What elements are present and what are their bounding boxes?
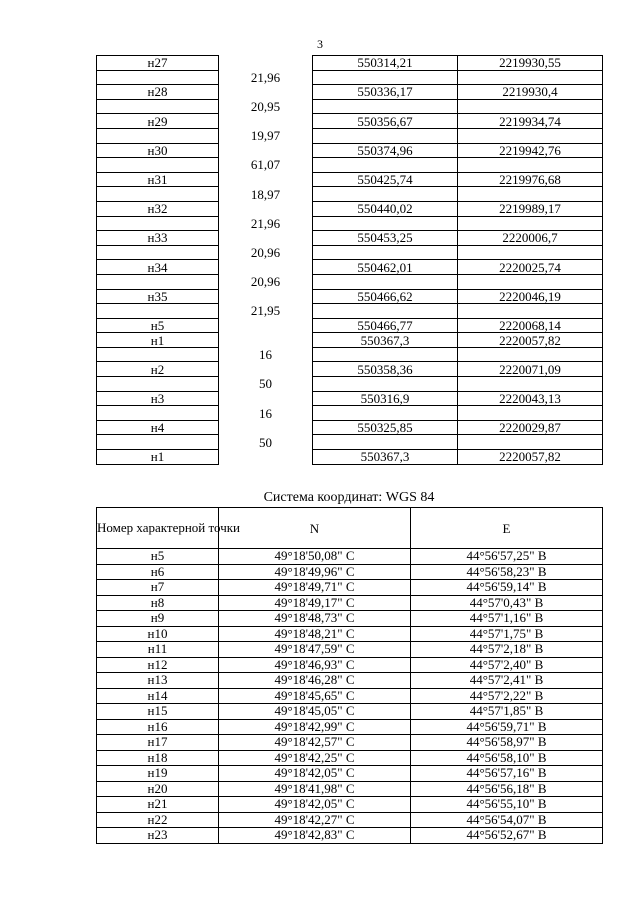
coord-n-cell: 550358,36 <box>313 362 458 377</box>
table-row <box>97 626 603 642</box>
longitude-cell: 44°56'58,97" В <box>411 735 603 751</box>
latitude-cell: 49°18'45,05" С <box>219 704 411 720</box>
coord-n-cell: 550466,62 <box>313 289 458 304</box>
point-name-cell: н1 <box>97 333 219 348</box>
header-point-number: Номер характерной точки <box>97 508 219 549</box>
point-name-cell: н4 <box>97 420 219 435</box>
point-name-cell: н32 <box>97 201 219 216</box>
coordinates-table-msk <box>96 55 603 465</box>
distance-row <box>97 216 603 231</box>
distance-cell-empty <box>219 201 313 216</box>
longitude-cell: 44°57'0,43" В <box>411 595 603 611</box>
empty-cell <box>458 304 603 319</box>
longitude-cell: 44°57'1,85" В <box>411 704 603 720</box>
point-name-cell: н1 <box>97 450 219 465</box>
latitude-cell: 49°18'46,93" С <box>219 657 411 673</box>
distance-cell-empty <box>219 420 313 435</box>
coord-n-cell: 550367,3 <box>313 450 458 465</box>
table-row <box>97 673 603 689</box>
latitude-cell: 49°18'42,57" С <box>219 735 411 751</box>
coord-n-cell: 550425,74 <box>313 172 458 187</box>
coord-e-cell: 2219989,17 <box>458 201 603 216</box>
empty-cell <box>97 70 219 85</box>
latitude-cell: 49°18'42,05" С <box>219 797 411 813</box>
coord-e-cell: 2219976,68 <box>458 172 603 187</box>
coord-n-cell: 550325,85 <box>313 420 458 435</box>
distance-cell: 50 <box>219 377 313 392</box>
distance-row <box>97 128 603 143</box>
empty-cell <box>458 216 603 231</box>
latitude-cell: 49°18'42,05" С <box>219 766 411 782</box>
table-row <box>97 143 603 158</box>
distance-cell-empty <box>219 391 313 406</box>
longitude-cell: 44°57'1,16" В <box>411 611 603 627</box>
table-row <box>97 595 603 611</box>
empty-cell <box>97 128 219 143</box>
table-row <box>97 172 603 187</box>
latitude-cell: 49°18'48,21" С <box>219 626 411 642</box>
distance-cell-empty <box>219 143 313 158</box>
coord-n-cell: 550462,01 <box>313 260 458 275</box>
coord-e-cell: 2219942,76 <box>458 143 603 158</box>
coord-e-cell: 2219930,4 <box>458 85 603 100</box>
table-row <box>97 289 603 304</box>
table-row <box>97 657 603 673</box>
coord-n-cell: 550367,3 <box>313 333 458 348</box>
table-row <box>97 260 603 275</box>
empty-cell <box>458 435 603 450</box>
point-name-cell: н8 <box>97 595 219 611</box>
distance-cell-empty <box>219 260 313 275</box>
point-name-cell: н20 <box>97 781 219 797</box>
table-row <box>97 766 603 782</box>
point-name-cell: н3 <box>97 391 219 406</box>
longitude-cell: 44°57'1,75" В <box>411 626 603 642</box>
table-row <box>97 611 603 627</box>
point-name-cell: н12 <box>97 657 219 673</box>
table-row <box>97 114 603 129</box>
coord-e-cell: 2220029,87 <box>458 420 603 435</box>
empty-cell <box>313 245 458 260</box>
table-row <box>97 333 603 348</box>
table-row <box>97 391 603 406</box>
distance-cell-empty <box>219 231 313 246</box>
empty-cell <box>458 245 603 260</box>
latitude-cell: 49°18'49,96" С <box>219 564 411 580</box>
table-row <box>97 549 603 565</box>
point-name-cell: н17 <box>97 735 219 751</box>
coordinates-table-wgs84 <box>96 507 603 844</box>
header-e: E <box>411 508 603 549</box>
coord-n-cell: 550356,67 <box>313 114 458 129</box>
latitude-cell: 49°18'42,27" С <box>219 812 411 828</box>
page-number: 3 <box>317 37 323 51</box>
longitude-cell: 44°56'58,10" В <box>411 750 603 766</box>
distance-row <box>97 435 603 450</box>
point-name-cell: н5 <box>97 318 219 333</box>
coord-n-cell: 550453,25 <box>313 231 458 246</box>
table-row <box>97 812 603 828</box>
longitude-cell: 44°56'54,07" В <box>411 812 603 828</box>
empty-cell <box>313 406 458 421</box>
coord-n-cell: 550440,02 <box>313 201 458 216</box>
table-row <box>97 362 603 377</box>
distance-cell: 50 <box>219 435 313 450</box>
point-name-cell: н10 <box>97 626 219 642</box>
latitude-cell: 49°18'41,98" С <box>219 781 411 797</box>
latitude-cell: 49°18'48,73" С <box>219 611 411 627</box>
coord-e-cell: 2220068,14 <box>458 318 603 333</box>
distance-row <box>97 158 603 173</box>
table-row <box>97 828 603 844</box>
coord-e-cell: 2220006,7 <box>458 231 603 246</box>
distance-row <box>97 347 603 362</box>
empty-cell <box>458 128 603 143</box>
coord-e-cell: 2219930,55 <box>458 56 603 71</box>
empty-cell <box>458 347 603 362</box>
table-row <box>97 704 603 720</box>
empty-cell <box>458 158 603 173</box>
distance-cell-empty <box>219 289 313 304</box>
distance-cell-empty <box>219 362 313 377</box>
empty-cell <box>97 347 219 362</box>
distance-row <box>97 304 603 319</box>
latitude-cell: 49°18'46,28" С <box>219 673 411 689</box>
latitude-cell: 49°18'42,25" С <box>219 750 411 766</box>
header-n: N <box>219 508 411 549</box>
table-row <box>97 231 603 246</box>
empty-cell <box>313 435 458 450</box>
longitude-cell: 44°57'2,18" В <box>411 642 603 658</box>
distance-cell: 19,97 <box>219 128 313 143</box>
distance-row <box>97 99 603 114</box>
table-row <box>97 750 603 766</box>
coord-n-cell: 550314,21 <box>313 56 458 71</box>
distance-cell-empty <box>219 172 313 187</box>
empty-cell <box>313 158 458 173</box>
point-name-cell: н5 <box>97 549 219 565</box>
empty-cell <box>313 99 458 114</box>
longitude-cell: 44°57'2,22" В <box>411 688 603 704</box>
point-name-cell: н11 <box>97 642 219 658</box>
longitude-cell: 44°57'2,41" В <box>411 673 603 689</box>
distance-cell: 20,96 <box>219 274 313 289</box>
coord-n-cell: 550374,96 <box>313 143 458 158</box>
point-name-cell: н6 <box>97 564 219 580</box>
distance-cell: 16 <box>219 406 313 421</box>
empty-cell <box>458 377 603 392</box>
coord-e-cell: 2220057,82 <box>458 333 603 348</box>
table-row <box>97 580 603 596</box>
empty-cell <box>458 406 603 421</box>
empty-cell <box>458 99 603 114</box>
longitude-cell: 44°57'2,40" В <box>411 657 603 673</box>
point-name-cell: н27 <box>97 56 219 71</box>
distance-row <box>97 187 603 202</box>
point-name-cell: н31 <box>97 172 219 187</box>
longitude-cell: 44°56'56,18" В <box>411 781 603 797</box>
distance-cell: 20,96 <box>219 245 313 260</box>
point-name-cell: н19 <box>97 766 219 782</box>
empty-cell <box>313 304 458 319</box>
table-row <box>97 201 603 216</box>
latitude-cell: 49°18'49,17" С <box>219 595 411 611</box>
distance-row <box>97 377 603 392</box>
point-name-cell: н22 <box>97 812 219 828</box>
empty-cell <box>97 158 219 173</box>
empty-cell <box>458 187 603 202</box>
distance-row <box>97 406 603 421</box>
coord-n-cell: 550466,77 <box>313 318 458 333</box>
empty-cell <box>313 347 458 362</box>
distance-cell: 21,96 <box>219 216 313 231</box>
empty-cell <box>97 406 219 421</box>
coord-e-cell: 2220025,74 <box>458 260 603 275</box>
distance-cell: 16 <box>219 347 313 362</box>
distance-cell: 21,96 <box>219 70 313 85</box>
table-row <box>97 564 603 580</box>
latitude-cell: 49°18'49,71" С <box>219 580 411 596</box>
distance-row <box>97 245 603 260</box>
table-row <box>97 85 603 100</box>
distance-cell: 21,95 <box>219 304 313 319</box>
point-name-cell: н35 <box>97 289 219 304</box>
point-name-cell: н9 <box>97 611 219 627</box>
wgs-table-body <box>97 508 603 844</box>
coord-e-cell: 2220071,09 <box>458 362 603 377</box>
empty-cell <box>313 377 458 392</box>
empty-cell <box>458 70 603 85</box>
point-name-cell: н7 <box>97 580 219 596</box>
empty-cell <box>97 304 219 319</box>
point-name-cell: н23 <box>97 828 219 844</box>
latitude-cell: 49°18'47,59" С <box>219 642 411 658</box>
distance-cell: 20,95 <box>219 99 313 114</box>
distance-cell-empty <box>219 85 313 100</box>
empty-cell <box>313 187 458 202</box>
coord-e-cell: 2220046,19 <box>458 289 603 304</box>
point-name-cell: н30 <box>97 143 219 158</box>
point-name-cell: н29 <box>97 114 219 129</box>
longitude-cell: 44°56'57,16" В <box>411 766 603 782</box>
empty-cell <box>97 245 219 260</box>
latitude-cell: 49°18'42,83" С <box>219 828 411 844</box>
point-name-cell: н14 <box>97 688 219 704</box>
distance-cell-empty <box>219 114 313 129</box>
coord-e-cell: 2219934,74 <box>458 114 603 129</box>
point-name-cell: н13 <box>97 673 219 689</box>
point-name-cell: н15 <box>97 704 219 720</box>
empty-cell <box>458 274 603 289</box>
table-row <box>97 642 603 658</box>
table-row <box>97 719 603 735</box>
latitude-cell: 49°18'50,08" С <box>219 549 411 565</box>
table-row <box>97 797 603 813</box>
table-row <box>97 318 603 333</box>
point-name-cell: н28 <box>97 85 219 100</box>
longitude-cell: 44°56'55,10" В <box>411 797 603 813</box>
table-row <box>97 420 603 435</box>
empty-cell <box>97 274 219 289</box>
empty-cell <box>313 216 458 231</box>
table-row <box>97 56 603 71</box>
latitude-cell: 49°18'45,65" С <box>219 688 411 704</box>
longitude-cell: 44°56'58,23" В <box>411 564 603 580</box>
coord-n-cell: 550316,9 <box>313 391 458 406</box>
point-name-cell: н33 <box>97 231 219 246</box>
longitude-cell: 44°56'59,71" В <box>411 719 603 735</box>
longitude-cell: 44°56'57,25" В <box>411 549 603 565</box>
coord-e-cell: 2220043,13 <box>458 391 603 406</box>
empty-cell <box>97 377 219 392</box>
coordinate-system-caption: Система координат: WGS 84 <box>263 490 435 505</box>
distance-cell-empty <box>219 318 313 333</box>
empty-cell <box>313 70 458 85</box>
empty-cell <box>313 128 458 143</box>
distance-row <box>97 70 603 85</box>
latitude-cell: 49°18'42,99" С <box>219 719 411 735</box>
coord-e-cell: 2220057,82 <box>458 450 603 465</box>
distance-row <box>97 274 603 289</box>
distance-cell-empty <box>219 333 313 348</box>
distance-cell: 18,97 <box>219 187 313 202</box>
table-row <box>97 688 603 704</box>
table-row <box>97 781 603 797</box>
empty-cell <box>97 216 219 231</box>
point-name-cell: н16 <box>97 719 219 735</box>
longitude-cell: 44°56'52,67" В <box>411 828 603 844</box>
empty-cell <box>97 435 219 450</box>
coord-n-cell: 550336,17 <box>313 85 458 100</box>
empty-cell <box>313 274 458 289</box>
point-name-cell: н2 <box>97 362 219 377</box>
distance-cell-empty <box>219 450 313 465</box>
empty-cell <box>97 187 219 202</box>
empty-cell <box>97 99 219 114</box>
distance-cell-empty <box>219 56 313 71</box>
coordinates-table-body <box>97 56 603 465</box>
point-name-cell: н18 <box>97 750 219 766</box>
point-name-cell: н34 <box>97 260 219 275</box>
point-name-cell: н21 <box>97 797 219 813</box>
table-row <box>97 735 603 751</box>
table-header-row <box>97 508 603 549</box>
table-row <box>97 450 603 465</box>
distance-cell: 61,07 <box>219 158 313 173</box>
longitude-cell: 44°56'59,14" В <box>411 580 603 596</box>
